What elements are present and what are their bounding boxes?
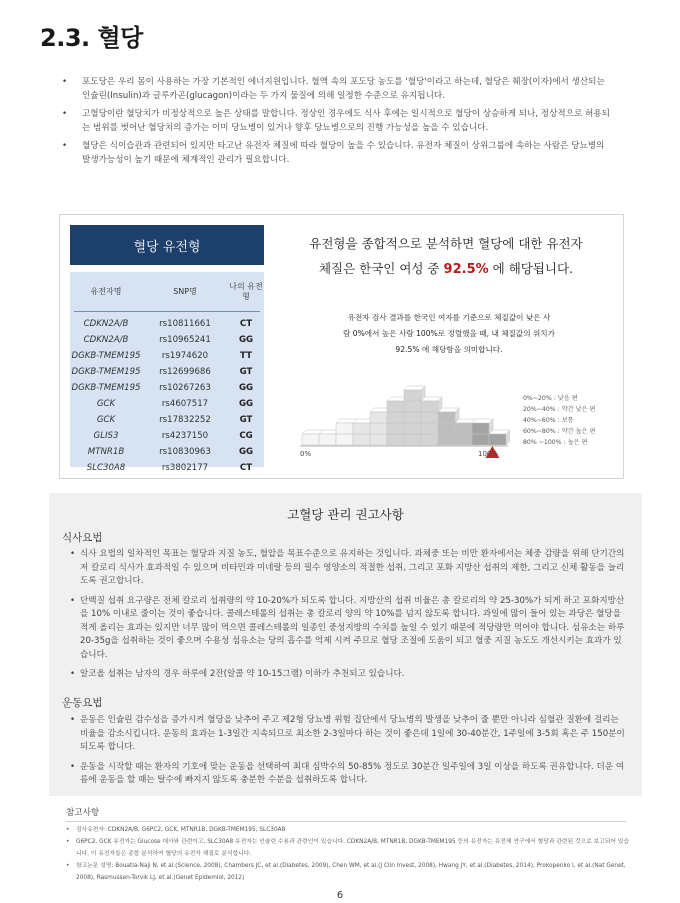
distribution-block [387, 434, 404, 445]
recommendation-box [49, 493, 642, 796]
snp-name: rs10811661 [159, 319, 211, 329]
gene-name: GCK [96, 399, 116, 409]
my-genotype: CG [239, 431, 253, 441]
genotype-table-header [70, 272, 264, 312]
exercise-item: • 운동을 시작할 때는 환자의 기호에 맞는 운동을 선택하여 최대 심박수의 50-85% 정도로 30분간 일주일에 3일 이상을 하도록 권유합니다. 더운 여름에 운동을 할 때는 탈수에 빠지지 않도록 충분한 수분을 섭취하도록 합니다. [70, 761, 626, 788]
distribution-block [421, 434, 438, 445]
distribution-block [404, 412, 421, 423]
my-genotype: GG [238, 399, 254, 409]
distribution-block [302, 434, 319, 445]
genotype-row [70, 332, 264, 348]
exercise-list [70, 714, 626, 794]
my-genotype: GT [239, 415, 253, 425]
distribution-block [472, 423, 489, 434]
my-genotype: GG [238, 383, 254, 393]
distribution-block [455, 423, 472, 434]
page-number: 6 [336, 890, 344, 901]
my-genotype: CT [239, 463, 253, 473]
diet-list [70, 548, 626, 688]
snp-name: rs12699686 [159, 367, 211, 377]
intro-item: • 혈당은 식이습관과 관련되어 있지만 타고난 유전자 체질에 따라 혈당이 높을 수 있습니다. 유전자 체질이 상위그룹에 속하는 사람은 당뇨병의 발생가능성이 높기 때문에 체계적인 관리가 필요합니다. [62, 140, 612, 167]
gene-name: GCK [96, 415, 116, 425]
distribution-block [421, 412, 438, 423]
distribution-block [438, 423, 455, 434]
headline-part-a: 체질은 한국인 여성 중 [318, 261, 440, 276]
distribution-block [319, 434, 336, 445]
distribution-block [421, 401, 438, 412]
reference-item: • 참고논문 설명: Bouatia-Naji N, et al.(Science, 2008), Chambers JC, et al.(Diabetes, 2009), Chen WM, et al.(J Clin Invest, 2008), Hwang JY, et al.(Diabetes, 2014), Prokopenko I, et al.(Nat Genet, 2008), Rasmussen-Torvik LJ, et al.(Genet Epidemiol, 2012) [66, 860, 631, 884]
distribution-block [472, 434, 489, 445]
snp-name: rs10267263 [159, 383, 211, 393]
snp-name: rs17832252 [159, 415, 211, 425]
distribution-block [387, 423, 404, 434]
genotype-row [70, 364, 264, 380]
references-list [66, 824, 631, 884]
gene-name: DGKB-TMEM195 [71, 383, 141, 393]
snp-name: rs3802177 [161, 463, 209, 473]
genotype-row [70, 396, 264, 412]
my-genotype: GT [239, 367, 253, 377]
distribution-block [353, 423, 370, 434]
gene-name: CDKN2A/B [83, 335, 129, 345]
desc-line-1: 유전자 검사 결과를 한국인 여자를 기준으로 체질값이 낮은 사 [347, 313, 551, 322]
distribution-block [438, 412, 455, 423]
legend-item: 20%~40% : 약간 낮은 편 [523, 406, 596, 413]
axis-max-label: 100% [478, 450, 499, 458]
snp-name: rs10830963 [159, 447, 211, 457]
gene-name: CDKN2A/B [83, 319, 129, 329]
legend-item: 80% ~100% : 높은 편 [523, 439, 588, 446]
distribution-block [336, 434, 353, 445]
gene-name: MTNR1B [87, 447, 125, 457]
genotype-row [70, 380, 264, 396]
gene-name: GLIS3 [93, 431, 119, 441]
genotype-panel [59, 214, 624, 479]
genotype-row [70, 460, 264, 476]
exercise-section-title: 운동요법 [62, 697, 103, 709]
reference-item: • G6PC2, GCK 유전자는 Glucose 대사와 관련이고, SLC30A8 유전자는 인슐린 수용과 관련인이 있습니다. CDKN2A/B, MTNR1B, DGKB-TMEM195 등의 유전자는 유전체 연구에서 혈당과 관련된 것으로 보고되어 있습니다. 이 유전자들은 종합 분석하여 혈당의 유전자 체질로 분석합니다. [66, 836, 631, 860]
references-divider [66, 821, 626, 822]
headline-part-b: 에 해당됩니다. [492, 261, 574, 276]
snp-name: rs4237150 [161, 431, 209, 441]
gene-name: DGKB-TMEM195 [71, 351, 141, 361]
distribution-block [438, 434, 455, 445]
header-my-genotype: 나의 유전형 [229, 282, 263, 301]
result-description [305, 310, 593, 358]
headline-line-2 [285, 256, 607, 282]
gene-name: SLC30A8 [86, 463, 126, 473]
intro-item: • 고혈당이란 혈당치가 비정상적으로 높은 상태를 말합니다. 정상인 경우에도 식사 후에는 일시적으로 혈당이 상승하게 되나, 정상적으로 허용되는 범위를 벗어난 혈당치의 증가는 이미 당뇨병이 있거나 향후 당뇨병으로의 진행 가능성을 높을 수 있습니다. [62, 108, 612, 135]
distribution-block [404, 401, 421, 412]
diet-item: • 단백질 섭취 요구량은 전체 칼로리 섭취량의 약 10-20%가 되도록 합니다. 지방산의 섭취 비율은 총 칼로리의 약 25-30%가 되게 하고 포화지방산을 10% 이내로 줄이는 것이 좋습니다. 콜레스테롤의 섭취는 총 칼로리 양의 약 10%를 넘지 않도록 합니다. 과일에 많이 들어 있는 과당은 혈당을 적게 올리는 효과는 있지만 너무 많이 먹으면 콜레스테롤의 일종인 중성지방의 수치를 높일 수 있기 때문에 적당량만 먹어야 합니다. 섬유소는 하루 20-35g을 섭취하는 것이 좋으며 수용성 섬유소는 당의 흡수를 억제 시켜 주므로 혈당 조절에 도움이 되고 혈중 지질 농도도 개선시키는 효과가 있습니다. [70, 595, 626, 663]
my-genotype: GG [238, 335, 254, 345]
my-genotype: TT [240, 351, 252, 361]
distribution-block [370, 434, 387, 445]
header-snp: SNP명 [173, 287, 197, 296]
header-gene: 유전자명 [90, 287, 122, 296]
genotype-row [70, 412, 264, 428]
result-percent: 92.5% [443, 262, 489, 277]
recommendation-title: 고혈당 관리 권고사항 [287, 507, 404, 522]
my-genotype: CT [239, 319, 253, 329]
genotype-row [70, 428, 264, 444]
exercise-item: • 운동은 인슐린 감수성을 증가시켜 혈당을 낮추어 주고 제2형 당뇨병 위험 집단에서 당뇨병의 발생을 낮추어 줄 뿐만 아니라 심혈관 질환에 걸리는 비율을 감소시킵니다. 운동의 효과는 1-3일간 지속되므로 최소한 2-3일마다 하는 것이 좋은데 1일에 30-40분간, 1주일에 3-5회 혹은 주 150분이 되도록 합니다. [70, 714, 626, 755]
desc-line-2: 람 0%에서 높은 사람 100%로 정렬했을 때, 내 체질값의 위치가 [343, 329, 555, 338]
legend-item: 40%~60% : 보통 [523, 417, 574, 424]
distribution-block [421, 423, 438, 434]
genotype-row [70, 348, 264, 364]
references-title: 참고사항 [66, 808, 100, 818]
genotype-box-title: 혈당 유전형 [70, 225, 264, 265]
distribution-block [404, 423, 421, 434]
distribution-block [404, 390, 421, 401]
distribution-block [455, 434, 472, 445]
distribution-block [404, 434, 421, 445]
headline-line-1: 유전형을 종합적으로 분석하면 혈당에 대한 유전자 [309, 236, 583, 251]
legend-item: 60%~80% : 약간 높은 편 [523, 428, 596, 435]
diet-section-title: 식사요법 [62, 532, 103, 544]
result-headline [285, 231, 607, 282]
axis-min-label: 0% [300, 450, 312, 458]
distribution-block [489, 434, 506, 445]
page-title: 2.3. 혈당 [40, 24, 143, 52]
snp-name: rs10965241 [159, 335, 211, 345]
distribution-block [336, 423, 353, 434]
distribution-block [370, 423, 387, 434]
reference-item: • 검사유전자: CDKN2A/B, G6PC2, GCK, MTNR1B, DGKB-TMEM195, SLC30A8 [66, 824, 631, 836]
genotype-row [70, 316, 264, 332]
gene-name: DGKB-TMEM195 [71, 367, 141, 377]
distribution-block [353, 434, 370, 445]
distribution-block [387, 401, 404, 412]
snp-name: rs1974620 [161, 351, 209, 361]
intro-item: • 포도당은 우리 몸이 사용하는 가장 기본적인 에너지원입니다. 혈액 속의 포도당 농도를 '혈당'이라고 하는데, 혈당은 췌장(이자)에서 생산되는 인슐린(Insulin)과 글루카곤(glucagon)이라는 두 가지 물질에 의해 일정한 수준으로 유지됩니다. [62, 76, 612, 103]
diet-item: • 알코올 섭취는 남자의 경우 하루에 2잔(알콜 약 10-15그램) 이하가 추천되고 있습니다. [70, 668, 626, 682]
desc-line-3: 92.5% 에 해당함을 의미합니다. [395, 345, 503, 354]
distribution-block [387, 412, 404, 423]
snp-name: rs4607517 [161, 399, 209, 409]
genotype-row [70, 444, 264, 460]
diet-item: • 식사 요법의 일차적인 목표는 혈당과 지질 농도, 혈압을 목표수준으로 유지하는 것입니다. 과체중 또는 비만 환자에서는 체중 감량을 위해 단기간의 저 칼로리 식사가 효과적일 수 있으며 비타민과 미네랄 등의 필수 영양소의 적절한 섭취, 그리고 포화 지방산 섭취의 제한, 그리고 신체 활동을 늘리도록 권고합니다. [70, 548, 626, 589]
genotype-table [70, 272, 264, 473]
intro-list [62, 76, 612, 172]
category-legend [523, 393, 596, 448]
legend-item: 0%~20% : 낮음 편 [523, 395, 578, 402]
distribution-block [370, 412, 387, 423]
my-genotype: GG [238, 447, 254, 457]
